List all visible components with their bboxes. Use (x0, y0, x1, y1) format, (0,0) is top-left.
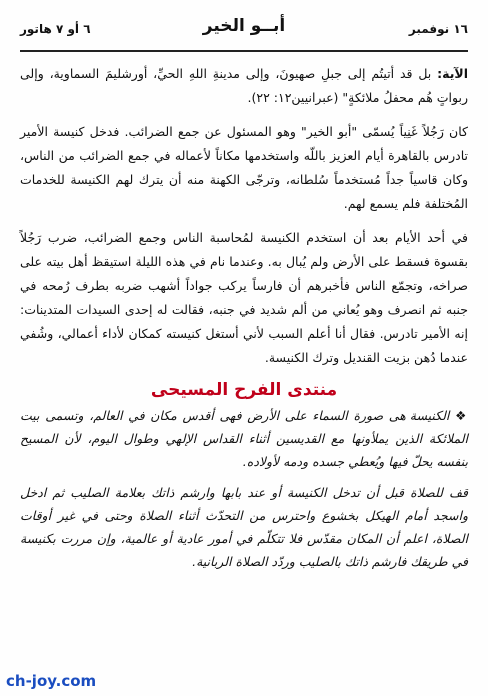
reflection-paragraph-1 (20, 404, 468, 473)
page-header (20, 16, 468, 42)
verse (20, 62, 468, 110)
header-coptic-date: ٦ أو ٧ هاتور (20, 22, 91, 36)
diamond-bullet-icon: ❖ (455, 408, 468, 423)
reflection-text-1: الكنيسة هى صورة السماء على الأرض فهى أقدس مكان في العالم، وتسمى بيت الملائكة الذين يملأونها مع القديسين أثناء القداس الإلهي وطوال اليوم، لأن المسيح بنفسه يحلّ فيها ويُعطي جسده ودمه لأولاده. (20, 408, 468, 469)
verse-label: الآية: (437, 66, 468, 81)
site-watermark: ch-joy.com (6, 672, 97, 690)
reflection-text-2: قف للصلاة قبل أن تدخل الكنيسة أو عند بابها وارشم ذاتك بعلامة الصليب ثم ادخل واسجد أمام الهيكل بخشوع واحترس من التحدّث أثناء الصلاة وحتى في غير أوقات الصلاة، اعلم أن المكان مقدّس فلا تتكلّم في أمور عادية أو عالمية، وإن مررت بكنيسة في طريقك فارشم ذاتك بالصليب وردّد الصلاة الربانية. (20, 485, 468, 569)
reflection-paragraph-2 (20, 481, 468, 573)
verse-text: بل قد أتيتُم إلى جبلِ صهيونَ، وإلى مدينةِ اللهِ الحيِّ، أورشليمَ السماوية، وإلى ربواتٍ هُم محفلُ ملائكةٍ" (عبرانيين١٢: ٢٢). (20, 66, 468, 105)
forum-title: منتدى الفرح المسيحى (150, 380, 338, 400)
header-divider (20, 50, 468, 52)
header-title: أبــو الخير (202, 16, 286, 36)
story-paragraph-1: كان رَجُلاً غَنِياً يُسمّى "أبو الخير" وهو المسئول عن جمع الضرائب. فدخل كنيسة الأمير تادرس بالقاهرة أيام العزيز باللّه واستخدمها مكاناً لأعماله في جمع الضرائب من الناس، وكان قاسياً جداً مُستخدماً سُلطانه، وترجّى الكهنة منه أن يترك لهم الكنيسة للخدمات المُختلفة فلم يسمع لهم. (20, 124, 468, 211)
header-gregorian-date: ١٦ نوفمبر (408, 22, 468, 36)
story-paragraph-2: في أحد الأيام بعد أن استخدم الكنيسة لمُحاسبة الناس وجمع الضرائب، ضرب رَجُلاً بقسوة فسقط على الأرض ولم يُبال به. وعندما نام في هذه الليلة استيقظ أهل بيته على صراخه، وتجمّع الناس فأخبرهم أن فارساً يركب جواداً أشهب ضربه بطرف رُمحه في جنبه ثم انصرف وهو يُعاني من ألم شديد في جنبه، فقالت له إحدى السيدات المتدينات: إنه الأمير تادرس. فقال أنا أعلم السبب لأني أستغل كنيسته كمكان لأداء أعمالي، وشُفي عندما دُهن بزيت القنديل وترك الكنيسة. (20, 230, 468, 365)
